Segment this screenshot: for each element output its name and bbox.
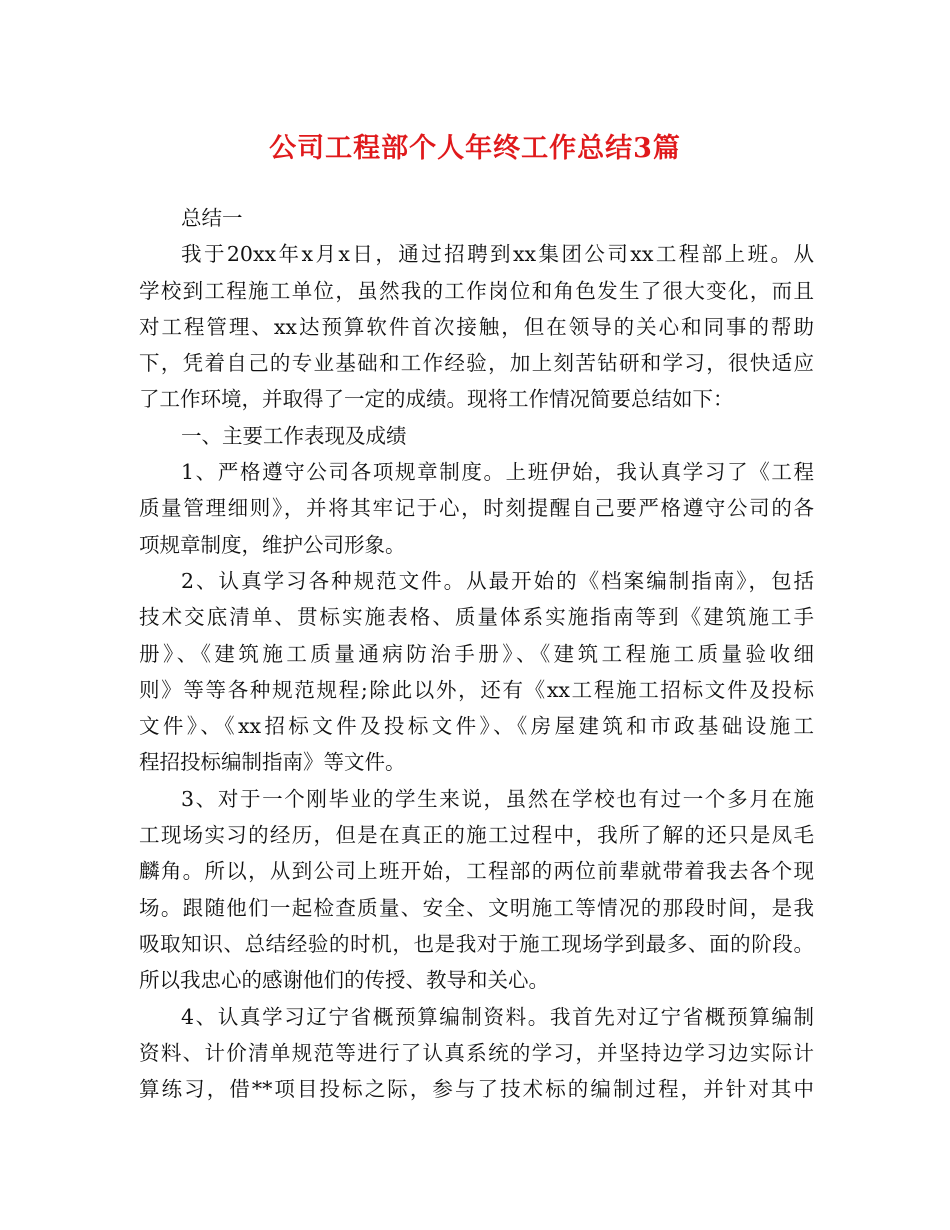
text-line: 总结一 [181, 206, 243, 230]
text-line: 下，凭着自己的专业基础和工作经验，加上刻苦钻研和学习，很快适应 [139, 351, 814, 376]
text-line: 册》、《建筑施工质量通病防治手册》、《建筑工程施工质量验收细 [139, 641, 814, 666]
text-line: 吸取知识、总结经验的时机，也是我对于施工现场学到最多、面的阶段。 [139, 931, 814, 956]
text-line: 2、认真学习各种规范文件。从最开始的《档案编制指南》，包括 [181, 568, 814, 593]
text-line: 3、对于一个刚毕业的学生来说，虽然在学校也有过一个多月在施 [181, 786, 814, 811]
text-line: 算练习，借**项目投标之际，参与了技术标的编制过程，并针对其中 [139, 1077, 814, 1102]
document-body [139, 200, 814, 1107]
text-line: 1、严格遵守公司各项规章制度。上班伊始，我认真学习了《工程 [181, 460, 814, 485]
text-line: 程招投标编制指南》等文件。 [139, 750, 406, 775]
text-line: 项规章制度，维护公司形象。 [139, 532, 406, 557]
text-line: 所以我忠心的感谢他们的传授、教导和关心。 [139, 968, 549, 993]
text-line: 麟角。所以，从到公司上班开始，工程部的两位前辈就带着我去各个现 [139, 859, 814, 884]
text-line: 对工程管理、xx达预算软件首次接触，但在领导的关心和同事的帮助 [139, 314, 814, 339]
text-line: 资料、计价清单规范等进行了认真系统的学习，并坚持边学习边实际计 [139, 1040, 814, 1065]
text-line: 文件》、《xx招标文件及投标文件》、《房屋建筑和市政基础设施工 [139, 714, 814, 739]
text-line: 质量管理细则》，并将其牢记于心，时刻提醒自己要严格遵守公司的各 [139, 496, 814, 521]
document-title: 公司工程部个人年终工作总结3篇 [269, 133, 681, 164]
text-line: 工现场实习的经历，但是在真正的施工过程中，我所了解的还只是凤毛 [139, 823, 814, 848]
text-line: 4、认真学习辽宁省概预算编制资料。我首先对辽宁省概预算编制 [181, 1004, 814, 1029]
text-line: 学校到工程施工单位，虽然我的工作岗位和角色发生了很大变化，而且 [139, 278, 814, 303]
text-line: 技术交底清单、贯标实施表格、质量体系实施指南等到《建筑施工手 [139, 605, 814, 630]
text-line: 一、主要工作表现及成绩 [181, 423, 407, 448]
text-line: 了工作环境，并取得了一定的成绩。现将工作情况简要总结如下： [139, 387, 734, 412]
text-line: 我于20xx年x月x日，通过招聘到xx集团公司xx工程部上班。从 [181, 242, 814, 267]
text-line: 则》等等各种规范规程;除此以外，还有《xx工程施工招标文件及投标 [139, 677, 814, 702]
text-line: 场。跟随他们一起检查质量、安全、文明施工等情况的那段时间，是我 [139, 895, 814, 920]
